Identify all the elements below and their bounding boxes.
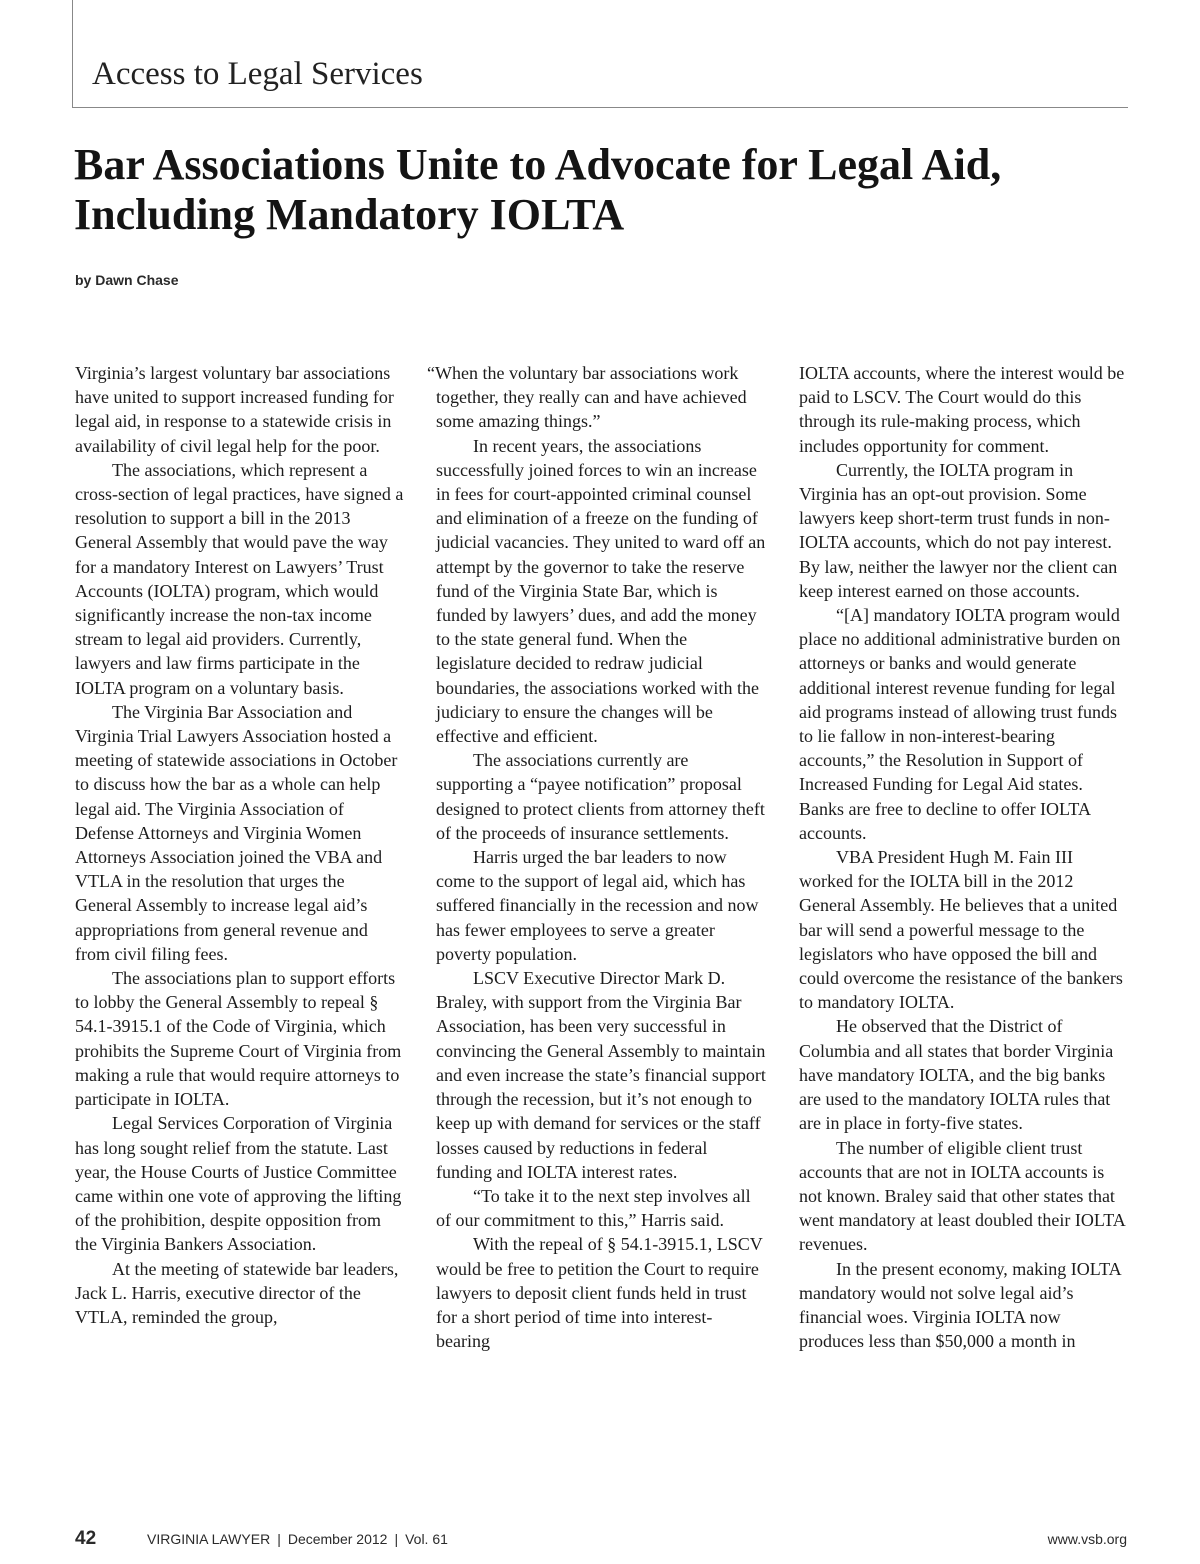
article-column-3: [799, 361, 1129, 1353]
paragraph: The Virginia Bar Association and Virginia Trial Lawyers Association hosted a meeting of statewide associations in October to discuss how the bar as a whole can help legal aid. The Virginia Association of Defense Attorneys and Virginia Women Attorneys Association joined the VBA and VTLA in the resolution that urges the General Assembly to increase legal aid’s appropriations from general revenue and from civil filing fees.: [75, 701, 398, 964]
paragraph: He observed that the District of Columbia and all states that border Virginia have mandatory IOLTA, and the big banks are used to the mandatory IOLTA rules that are in place in forty-five states.: [799, 1016, 1114, 1134]
paragraph: The associations plan to support efforts to lobby the General Assembly to repeal § 54.1-3915.1 of the Code of Virginia, which prohibits the Supreme Court of Virginia from making a rule that would require attorneys to participate in IOLTA.: [75, 968, 402, 1110]
paragraph: In recent years, the associations successfully joined forces to win an increase in fees for court-appointed criminal counsel and elimination of a freeze on the funding of judicial vacancies. They united to ward off an attempt by the governor to take the reserve fund of the Virginia State Bar, which is funded by lawyers’ dues, and add the money to the state general fund. When the legislature decided to redraw judicial boundaries, the associations worked with the judiciary to ensure the changes will be effective and efficient.: [436, 435, 766, 747]
paragraph: LSCV Executive Director Mark D. Braley, with support from the Virginia Bar Association, has been very successful in convincing the General Assembly to maintain and even increase the state’s financial support through the recession, but it’s not enough to keep up with demand for services or the staff losses caused by reductions in federal funding and IOLTA interest rates.: [436, 968, 766, 1182]
paragraph: “When the voluntary bar associations work together, they really can and have achieved some amazing things.”: [427, 363, 747, 432]
footer-separator: |: [394, 1531, 399, 1547]
article-column-2: [427, 361, 766, 1353]
issue-date: December 2012: [287, 1531, 388, 1547]
paragraph: Virginia’s largest voluntary bar associations have united to support increased funding for legal aid, in response to a statewide crisis in availability of civil legal help for the poor.: [75, 363, 394, 456]
paragraph: The number of eligible client trust accounts that are not in IOLTA accounts is not known. Braley said that other states that went mandatory at least doubled their IOLTA revenues.: [799, 1137, 1125, 1255]
footer-separator: |: [277, 1531, 281, 1547]
paragraph: At the meeting of statewide bar leaders, Jack L. Harris, executive director of the VTLA, reminded the group,: [75, 1258, 399, 1327]
paragraph: In the present economy, making IOLTA mandatory would not solve legal aid’s financial woes. Virginia IOLTA now produces less than $50,000 a month in: [799, 1258, 1121, 1352]
paragraph: Legal Services Corporation of Virginia has long sought relief from the statute. Last year, the House Courts of Justice Committee came within one vote of approving the lifting of the prohibition, despite opposition from the Virginia Bankers Association.: [75, 1113, 402, 1255]
paragraph: VBA President Hugh M. Fain III worked for the IOLTA bill in the 2012 General Assembly. He believes that a united bar will send a powerful message to the legislators who have opposed the bill and could overcome the resistance of the bankers to mandatory IOLTA.: [799, 847, 1123, 1013]
page-footer: [75, 1528, 1127, 1552]
paragraph: The associations currently are supporting a “payee notification” proposal designed to protect clients from attorney theft of the proceeds of insurance settlements.: [436, 750, 765, 843]
website-url: www.vsb.org: [1047, 1531, 1127, 1547]
byline: by Dawn Chase: [75, 272, 179, 288]
section-rule-vertical: [72, 0, 73, 108]
paragraph: IOLTA accounts, where the interest would be paid to LSCV. The Court would do this through its rule-making process, which includes opportunity for comment.: [799, 363, 1125, 456]
paragraph: Currently, the IOLTA program in Virginia has an opt-out provision. Some lawyers keep short-term trust funds in non-IOLTA accounts, which do not pay interest. By law, neither the lawyer nor the client can keep interest earned on those accounts.: [799, 459, 1118, 601]
paragraph: “To take it to the next step involves all of our commitment to this,” Harris said.: [436, 1185, 751, 1231]
article-column-1: [75, 361, 405, 1329]
paragraph: With the repeal of § 54.1-3915.1, LSCV would be free to petition the Court to require lawyers to deposit client funds held in trust for a short period of time into interest-bearing: [436, 1234, 763, 1352]
volume-number: Vol. 61: [405, 1531, 448, 1547]
article-headline: Bar Associations Unite to Advocate for Legal Aid, Including Mandatory IOLTA: [74, 140, 1002, 239]
paragraph: “[A] mandatory IOLTA program would place no additional administrative burden on attorneys or banks and would generate additional interest revenue funding for legal aid programs instead of allowing trust funds to lie fallow in non-interest-bearing accounts,” the Resolution in Support of Increased Funding for Legal Aid states. Banks are free to decline to offer IOLTA accounts.: [799, 605, 1121, 843]
page-number: 42: [75, 1528, 97, 1549]
section-rule-horizontal: [72, 107, 1128, 108]
publication-line: [147, 1531, 448, 1547]
paragraph: Harris urged the bar leaders to now come to the support of legal aid, which has suffered financially in the recession and now has fewer employees to serve a greater poverty population.: [436, 847, 759, 964]
paragraph: The associations, which represent a cross-section of legal practices, have signed a resolution to support a bill in the 2013 General Assembly that would pave the way for a mandatory Interest on Lawyers’ Trust Accounts (IOLTA) program, which would significantly increase the non-tax income stream to legal aid providers. Currently, lawyers and law firms participate in the IOLTA program on a voluntary basis.: [75, 459, 404, 698]
publication-name: VIRGINIA LAWYER: [147, 1531, 271, 1547]
section-title: Access to Legal Services: [92, 56, 423, 92]
